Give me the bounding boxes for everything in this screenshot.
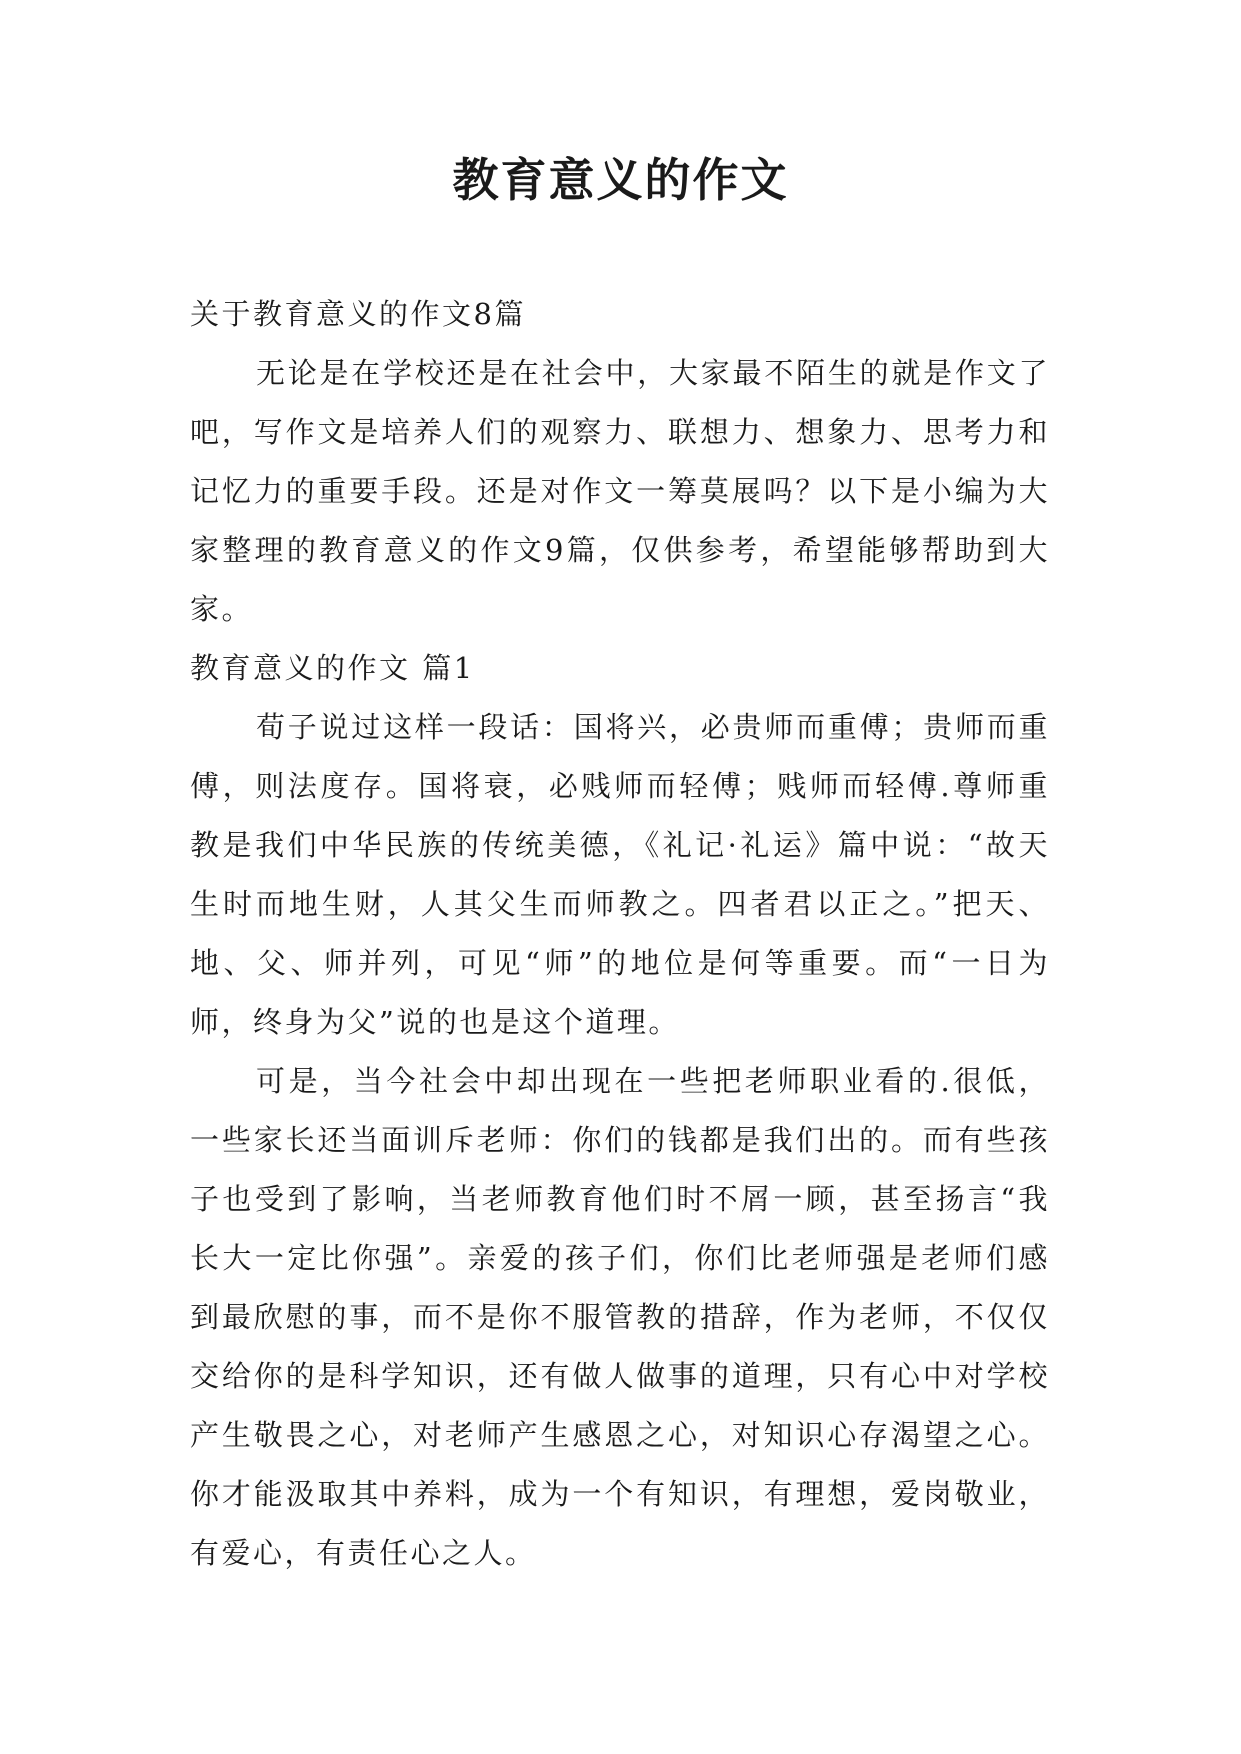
- section-paragraph: 可是，当今社会中却出现在一些把老师职业看的.很低，一些家长还当面训斥老师：你们的钱都是我们出的。而有些孩子也受到了影响，当老师教育他们时不屑一顾，甚至扬言“我长大一定比你强”。亲爱的孩子们，你们比老师强是老师们感到最欣慰的事，而不是你不服管教的措辞，作为老师，不仅仅交给你的是科学知识，还有做人做事的道理，只有心中对学校产生敬畏之心，对老师产生感恩之心，对知识心存渴望之心。你才能汲取其中养料，成为一个有知识，有理想，爱岗敬业，有爱心，有责任心之人。: [190, 1064, 1050, 1570]
- intro-paragraph: 无论是在学校还是在社会中，大家最不陌生的就是作文了吧，写作文是培养人们的观察力、联想力、想象力、思考力和记忆力的重要手段。还是对作文一筹莫展吗？以下是小编为大家整理的教育意义的作文9篇，仅供参考，希望能够帮助到大家。: [190, 356, 1050, 626]
- section-paragraph: 荀子说过这样一段话：国将兴，必贵师而重傅；贵师而重傅，则法度存。国将衰，必贱师而轻傅；贱师而轻傅.尊师重教是我们中华民族的传统美德，《礼记·礼运》篇中说：“故天生时而地生财，人其父生而师教之。四者君以正之。”把天、地、父、师并列，可见“师”的地位是何等重要。而“一日为师，终身为父”说的也是这个道理。: [190, 710, 1050, 1039]
- document-title: 教育意义的作文: [452, 153, 789, 207]
- document-body: [190, 285, 1050, 1583]
- document-subtitle: 关于教育意义的作文8篇: [190, 297, 526, 331]
- section-heading: 教育意义的作文 篇1: [190, 651, 475, 685]
